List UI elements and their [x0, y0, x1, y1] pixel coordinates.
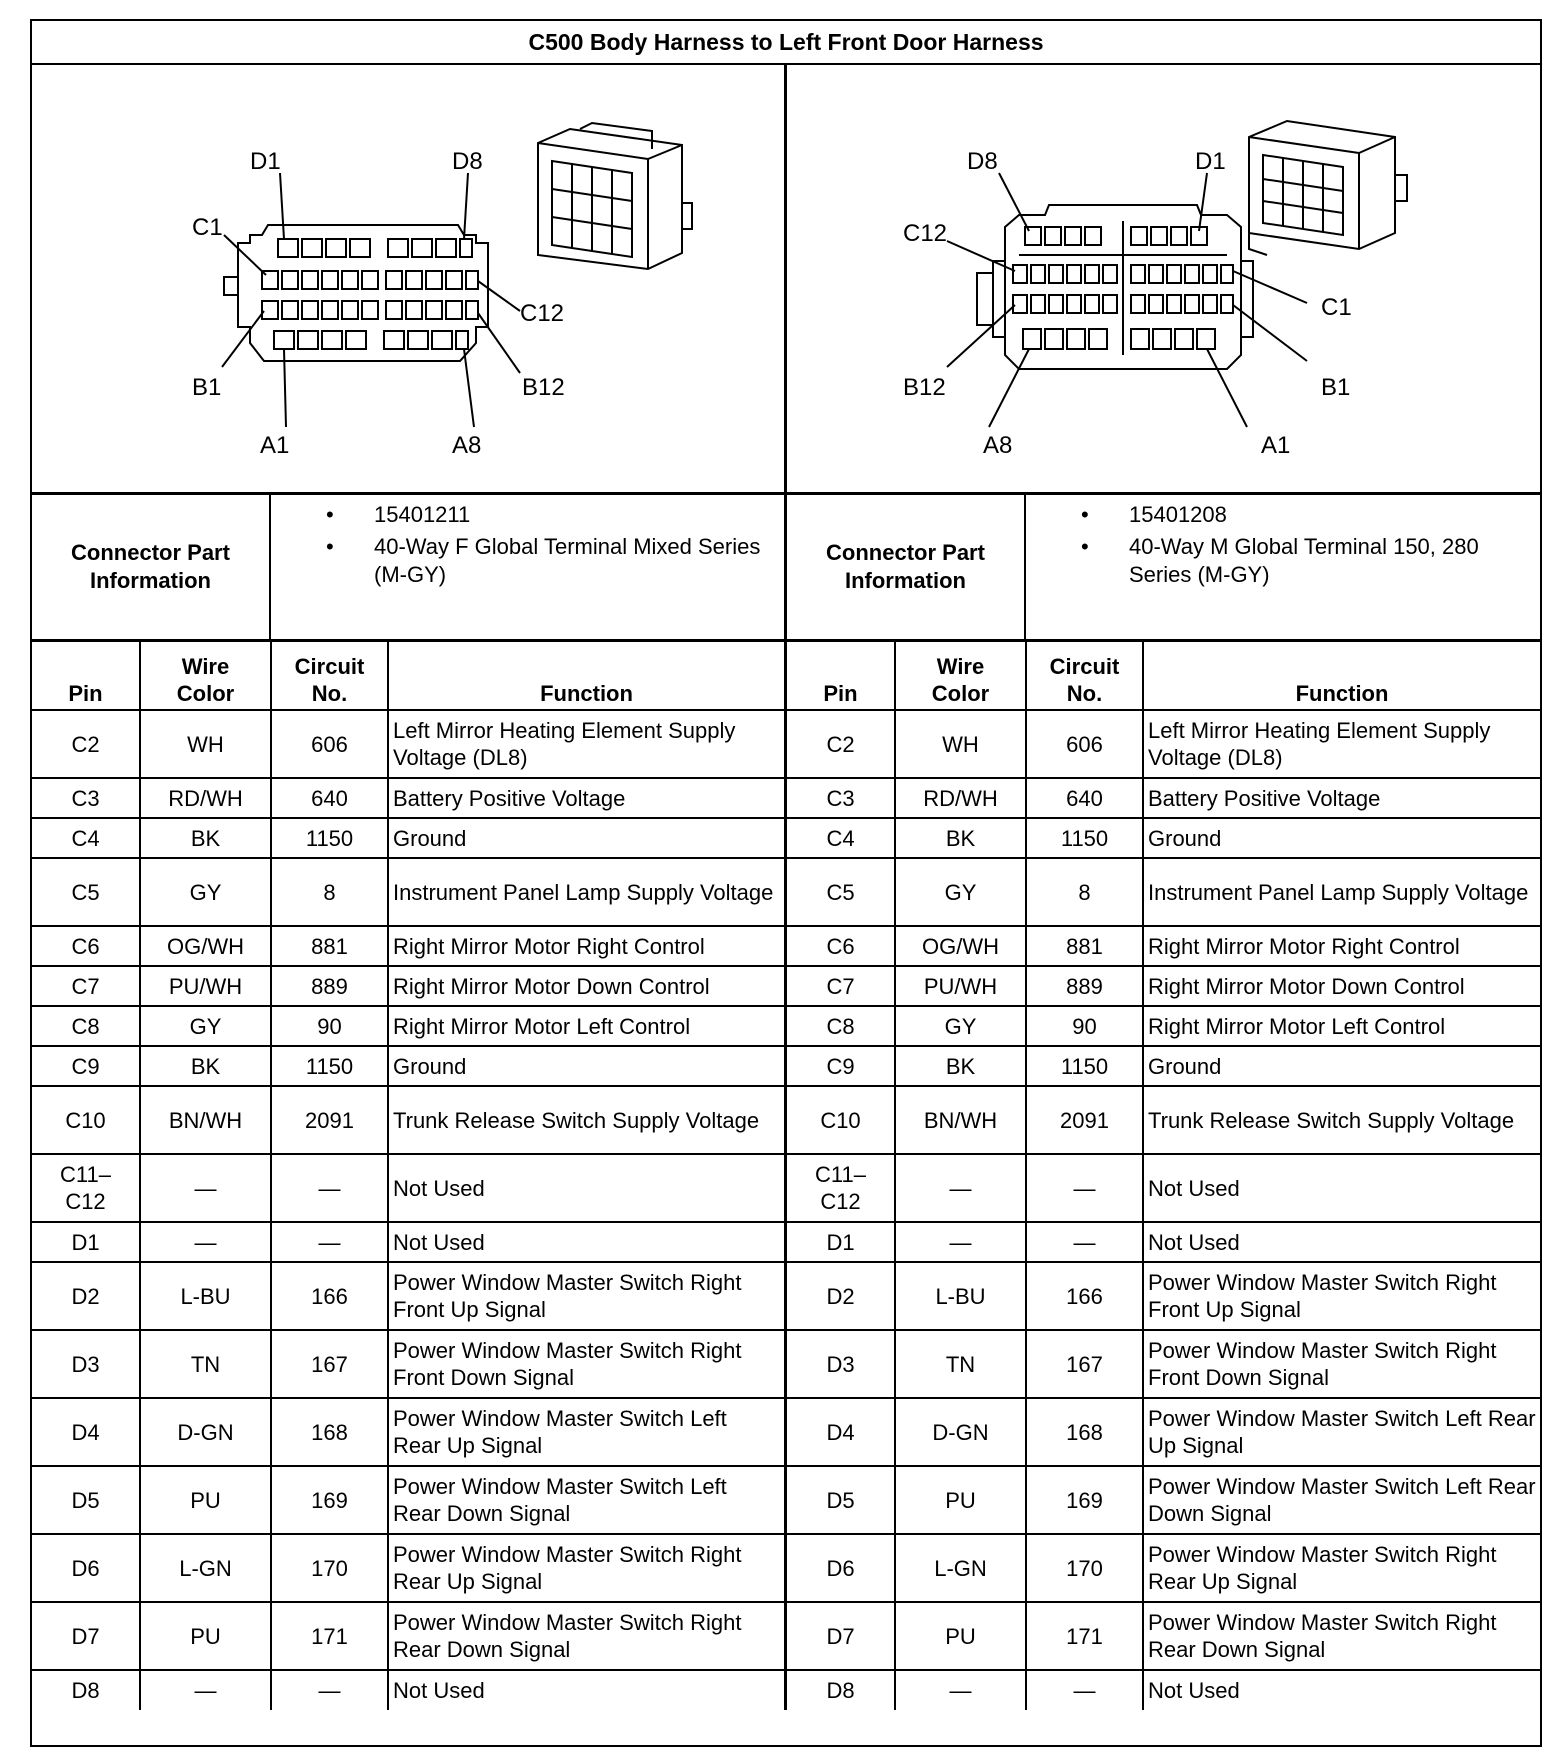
function-cell: Power Window Master Switch Right Rear Up Signal — [1143, 1534, 1540, 1602]
table-row — [32, 1602, 786, 1670]
pin-cell: C6 — [787, 926, 895, 966]
pinout-sheet — [30, 19, 1542, 1747]
left-pinout-table — [32, 642, 787, 1710]
header-function: Function — [1143, 642, 1540, 710]
wire-color-cell: GY — [140, 858, 271, 926]
pin-cell: D4 — [787, 1398, 895, 1466]
function-cell: Left Mirror Heating Element Supply Voltage (DL8) — [1143, 710, 1540, 778]
wire-color-cell: TN — [895, 1330, 1026, 1398]
circuit-cell: 606 — [271, 710, 388, 778]
circuit-cell: 168 — [1026, 1398, 1143, 1466]
right-row-d-cavities — [1025, 227, 1207, 245]
table-row — [32, 710, 786, 778]
wire-color-cell: PU — [895, 1466, 1026, 1534]
function-cell: Power Window Master Switch Right Front Up Signal — [388, 1262, 786, 1330]
pin-label-b1: B1 — [192, 374, 222, 401]
circuit-cell: 2091 — [1026, 1086, 1143, 1154]
table-row — [787, 818, 1540, 858]
circuit-cell: 166 — [1026, 1262, 1143, 1330]
circuit-cell: — — [271, 1670, 388, 1710]
function-cell: Power Window Master Switch Right Rear Up Signal — [388, 1534, 786, 1602]
table-row — [32, 1046, 786, 1086]
female-connector-face-drawing — [32, 65, 784, 495]
function-cell: Ground — [1143, 1046, 1540, 1086]
function-cell: Instrument Panel Lamp Supply Voltage — [1143, 858, 1540, 926]
circuit-cell: 167 — [271, 1330, 388, 1398]
wire-color-cell: GY — [140, 1006, 271, 1046]
table-row — [32, 818, 786, 858]
table-row — [787, 1466, 1540, 1534]
part-number: • 15401208 — [1026, 501, 1540, 529]
pin-cell: C4 — [787, 818, 895, 858]
wire-color-cell: BK — [895, 1046, 1026, 1086]
pin-cell: C10 — [787, 1086, 895, 1154]
table-row — [787, 1154, 1540, 1222]
table-row — [787, 858, 1540, 926]
table-row — [787, 710, 1540, 778]
circuit-cell: 2091 — [271, 1086, 388, 1154]
table-row — [787, 1262, 1540, 1330]
function-cell: Power Window Master Switch Right Front Down Signal — [1143, 1330, 1540, 1398]
wire-color-cell: D-GN — [140, 1398, 271, 1466]
wire-color-cell: WH — [140, 710, 271, 778]
wire-color-cell: BN/WH — [140, 1086, 271, 1154]
circuit-cell: — — [1026, 1222, 1143, 1262]
wire-color-cell: OG/WH — [895, 926, 1026, 966]
pin-cell: D2 — [32, 1262, 140, 1330]
wire-color-cell: — — [895, 1154, 1026, 1222]
table-header-row — [787, 642, 1540, 710]
left-connector-isometric-sketch — [538, 123, 692, 269]
table-row — [32, 778, 786, 818]
pin-cell: D3 — [32, 1330, 140, 1398]
table-row — [787, 966, 1540, 1006]
table-row — [32, 1006, 786, 1046]
wire-color-cell: D-GN — [895, 1398, 1026, 1466]
right-connector-diagram — [787, 65, 1540, 492]
table-row — [787, 1330, 1540, 1398]
table-row — [787, 778, 1540, 818]
pin-cell: D8 — [32, 1670, 140, 1710]
wire-color-cell: BK — [140, 1046, 271, 1086]
pin-cell: C8 — [32, 1006, 140, 1046]
table-row — [32, 1466, 786, 1534]
function-cell: Right Mirror Motor Down Control — [1143, 966, 1540, 1006]
wire-color-cell: BN/WH — [895, 1086, 1026, 1154]
circuit-cell: — — [271, 1154, 388, 1222]
function-cell: Instrument Panel Lamp Supply Voltage — [388, 858, 786, 926]
pin-cell: C3 — [787, 778, 895, 818]
function-cell: Not Used — [388, 1670, 786, 1710]
function-cell: Right Mirror Motor Right Control — [388, 926, 786, 966]
circuit-cell: 170 — [271, 1534, 388, 1602]
wire-color-cell: PU/WH — [895, 966, 1026, 1006]
wire-color-cell: — — [140, 1670, 271, 1710]
circuit-cell: — — [1026, 1154, 1143, 1222]
function-cell: Power Window Master Switch Right Front Up Signal — [1143, 1262, 1540, 1330]
part-info-list — [271, 501, 784, 593]
table-row — [787, 1602, 1540, 1670]
function-cell: Power Window Master Switch Right Front Down Signal — [388, 1330, 786, 1398]
function-cell: Not Used — [1143, 1154, 1540, 1222]
table-row — [32, 1086, 786, 1154]
pin-cell: C5 — [32, 858, 140, 926]
function-cell: Trunk Release Switch Supply Voltage — [1143, 1086, 1540, 1154]
pin-cell: D6 — [787, 1534, 895, 1602]
part-info-list — [1026, 501, 1540, 593]
pin-cell: C9 — [787, 1046, 895, 1086]
pinout-rows — [787, 710, 1540, 1710]
wire-color-cell: — — [895, 1222, 1026, 1262]
function-cell: Power Window Master Switch Left Rear Down Signal — [1143, 1466, 1540, 1534]
circuit-cell: 1150 — [271, 818, 388, 858]
table-row — [787, 1046, 1540, 1086]
pinout-rows — [32, 710, 786, 1710]
header-circuit: Circuit No. — [1026, 642, 1143, 710]
table-row — [32, 1222, 786, 1262]
pin-label-a1: A1 — [1261, 432, 1291, 459]
table-row — [32, 1262, 786, 1330]
function-cell: Power Window Master Switch Left Rear Up Signal — [1143, 1398, 1540, 1466]
pin-label-c12: C12 — [520, 300, 565, 327]
male-connector-face-drawing — [787, 65, 1540, 495]
circuit-cell: 166 — [271, 1262, 388, 1330]
right-connector-isometric-sketch — [1249, 121, 1407, 255]
pin-cell: D1 — [32, 1222, 140, 1262]
circuit-cell: 1150 — [1026, 818, 1143, 858]
circuit-cell: 889 — [271, 966, 388, 1006]
wire-color-cell: GY — [895, 1006, 1026, 1046]
wire-color-cell: — — [140, 1154, 271, 1222]
right-row-a-cavities — [1023, 329, 1215, 349]
wire-color-cell: PU — [895, 1602, 1026, 1670]
connector-part-info-row — [32, 495, 1540, 642]
left-row-b-cavities — [262, 301, 478, 319]
right-part-info — [787, 495, 1540, 639]
function-cell: Ground — [388, 818, 786, 858]
wire-color-cell: — — [895, 1670, 1026, 1710]
circuit-cell: 640 — [271, 778, 388, 818]
header-wire-color: Wire Color — [140, 642, 271, 710]
header-wire-color: Wire Color — [895, 642, 1026, 710]
function-cell: Not Used — [1143, 1222, 1540, 1262]
wire-color-cell: PU/WH — [140, 966, 271, 1006]
wire-color-cell: PU — [140, 1602, 271, 1670]
circuit-cell: 1150 — [271, 1046, 388, 1086]
table-header-row — [32, 642, 786, 710]
table-row — [787, 1222, 1540, 1262]
function-cell: Trunk Release Switch Supply Voltage — [388, 1086, 786, 1154]
pin-cell: C7 — [32, 966, 140, 1006]
left-row-d-cavities — [278, 239, 472, 257]
function-cell: Not Used — [388, 1222, 786, 1262]
circuit-cell: 889 — [1026, 966, 1143, 1006]
function-cell: Not Used — [388, 1154, 786, 1222]
function-cell: Ground — [388, 1046, 786, 1086]
wire-color-cell: L-BU — [895, 1262, 1026, 1330]
connector-part-label: Connector Part Information — [32, 495, 271, 639]
wire-color-cell: RD/WH — [140, 778, 271, 818]
table-row — [32, 858, 786, 926]
circuit-cell: — — [1026, 1670, 1143, 1710]
table-row — [32, 1534, 786, 1602]
pin-label-c1: C1 — [192, 214, 223, 241]
circuit-cell: 169 — [271, 1466, 388, 1534]
wire-color-cell: PU — [140, 1466, 271, 1534]
pin-cell: D4 — [32, 1398, 140, 1466]
table-row — [787, 1006, 1540, 1046]
circuit-cell: 8 — [271, 858, 388, 926]
table-row — [32, 1398, 786, 1466]
function-cell: Battery Positive Voltage — [1143, 778, 1540, 818]
part-number: • 15401211 — [271, 501, 784, 529]
function-cell: Power Window Master Switch Right Rear Down Signal — [388, 1602, 786, 1670]
wire-color-cell: TN — [140, 1330, 271, 1398]
connector-diagrams — [32, 65, 1540, 495]
circuit-cell: — — [271, 1222, 388, 1262]
circuit-cell: 171 — [1026, 1602, 1143, 1670]
pin-label-a8: A8 — [452, 432, 482, 459]
wire-color-cell: BK — [895, 818, 1026, 858]
pin-cell: C3 — [32, 778, 140, 818]
left-connector-diagram — [32, 65, 787, 492]
pin-cell: C2 — [787, 710, 895, 778]
pin-cell: D5 — [32, 1466, 140, 1534]
pin-label-c1: C1 — [1321, 294, 1352, 321]
pin-cell: D7 — [32, 1602, 140, 1670]
pin-cell: D8 — [787, 1670, 895, 1710]
function-cell: Ground — [1143, 818, 1540, 858]
function-cell: Right Mirror Motor Down Control — [388, 966, 786, 1006]
table-row — [787, 1086, 1540, 1154]
table-row — [32, 966, 786, 1006]
circuit-cell: 170 — [1026, 1534, 1143, 1602]
table-row — [787, 926, 1540, 966]
circuit-cell: 881 — [1026, 926, 1143, 966]
circuit-cell: 168 — [271, 1398, 388, 1466]
function-cell: Right Mirror Motor Right Control — [1143, 926, 1540, 966]
pin-cell: D7 — [787, 1602, 895, 1670]
header-circuit: Circuit No. — [271, 642, 388, 710]
table-row — [32, 1154, 786, 1222]
function-cell: Right Mirror Motor Left Control — [1143, 1006, 1540, 1046]
pin-label-b12: B12 — [903, 374, 946, 401]
header-pin: Pin — [32, 642, 140, 710]
pin-label-b12: B12 — [522, 374, 565, 401]
header-pin: Pin — [787, 642, 895, 710]
pin-label-d8: D8 — [967, 148, 998, 175]
table-row — [32, 1330, 786, 1398]
part-description: • 40-Way M Global Terminal 150, 280 Series (M-GY) — [1026, 533, 1540, 589]
left-part-info — [32, 495, 787, 639]
pin-cell: C6 — [32, 926, 140, 966]
function-cell: Not Used — [1143, 1670, 1540, 1710]
table-row — [787, 1670, 1540, 1710]
header-function: Function — [388, 642, 786, 710]
function-cell: Right Mirror Motor Left Control — [388, 1006, 786, 1046]
pin-cell: C11– C12 — [32, 1154, 140, 1222]
circuit-cell: 606 — [1026, 710, 1143, 778]
wire-color-cell: OG/WH — [140, 926, 271, 966]
table-row — [32, 926, 786, 966]
connector-part-label: Connector Part Information — [787, 495, 1026, 639]
page-title: C500 Body Harness to Left Front Door Harness — [32, 21, 1540, 65]
wire-color-cell: L-GN — [895, 1534, 1026, 1602]
wire-color-cell: GY — [895, 858, 1026, 926]
pin-cell: C4 — [32, 818, 140, 858]
pin-label-d8: D8 — [452, 148, 483, 175]
wire-color-cell: WH — [895, 710, 1026, 778]
pin-cell: C7 — [787, 966, 895, 1006]
circuit-cell: 1150 — [1026, 1046, 1143, 1086]
function-cell: Power Window Master Switch Left Rear Up Signal — [388, 1398, 786, 1466]
right-pinout-table — [787, 642, 1540, 1710]
function-cell: Power Window Master Switch Left Rear Down Signal — [388, 1466, 786, 1534]
pin-cell: C11– C12 — [787, 1154, 895, 1222]
function-cell: Left Mirror Heating Element Supply Voltage (DL8) — [388, 710, 786, 778]
left-row-c-cavities — [262, 271, 478, 289]
circuit-cell: 640 — [1026, 778, 1143, 818]
pin-cell: C8 — [787, 1006, 895, 1046]
pin-cell: D5 — [787, 1466, 895, 1534]
pin-cell: D2 — [787, 1262, 895, 1330]
pin-label-a1: A1 — [260, 432, 290, 459]
table-row — [32, 1670, 786, 1710]
function-cell: Power Window Master Switch Right Rear Down Signal — [1143, 1602, 1540, 1670]
pin-cell: C5 — [787, 858, 895, 926]
pin-label-d1: D1 — [250, 148, 281, 175]
circuit-cell: 881 — [271, 926, 388, 966]
wire-color-cell: — — [140, 1222, 271, 1262]
wire-color-cell: L-GN — [140, 1534, 271, 1602]
circuit-cell: 8 — [1026, 858, 1143, 926]
pin-cell: C10 — [32, 1086, 140, 1154]
pin-label-b1: B1 — [1321, 374, 1351, 401]
circuit-cell: 167 — [1026, 1330, 1143, 1398]
pin-cell: D1 — [787, 1222, 895, 1262]
pin-label-d1: D1 — [1195, 148, 1226, 175]
pin-cell: D3 — [787, 1330, 895, 1398]
circuit-cell: 169 — [1026, 1466, 1143, 1534]
pin-label-c12: C12 — [903, 220, 948, 247]
pin-cell: D6 — [32, 1534, 140, 1602]
circuit-cell: 171 — [271, 1602, 388, 1670]
wire-color-cell: BK — [140, 818, 271, 858]
pin-cell: C9 — [32, 1046, 140, 1086]
pin-label-a8: A8 — [983, 432, 1013, 459]
left-row-a-cavities — [274, 331, 468, 349]
table-row — [787, 1398, 1540, 1466]
circuit-cell: 90 — [271, 1006, 388, 1046]
circuit-cell: 90 — [1026, 1006, 1143, 1046]
table-row — [787, 1534, 1540, 1602]
part-description: • 40-Way F Global Terminal Mixed Series (M-GY) — [271, 533, 784, 589]
wire-color-cell: L-BU — [140, 1262, 271, 1330]
pin-cell: C2 — [32, 710, 140, 778]
function-cell: Battery Positive Voltage — [388, 778, 786, 818]
wire-color-cell: RD/WH — [895, 778, 1026, 818]
